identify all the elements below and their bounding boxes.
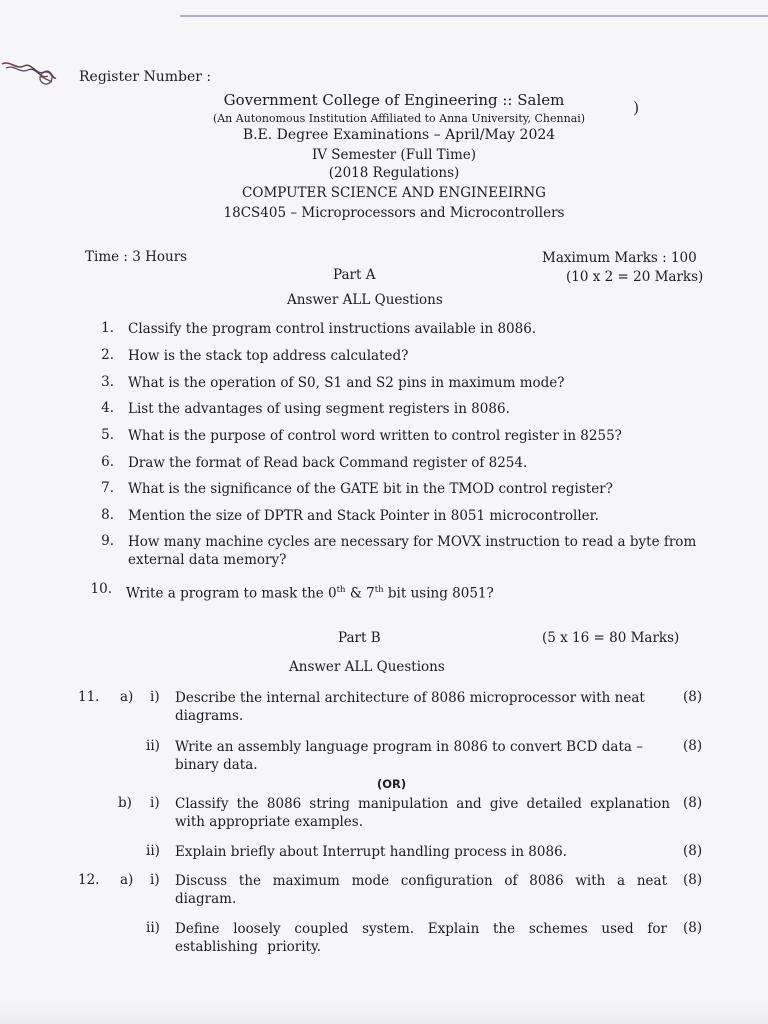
- college-name: Government College of Engineering :: Salem: [223, 91, 565, 109]
- question-number: 12.: [78, 872, 100, 888]
- sub-question-label: a): [120, 872, 134, 888]
- course-title: 18CS405 – Microprocessors and Microcontrollers: [223, 205, 565, 221]
- semester: IV Semester (Full Time): [311, 147, 477, 163]
- regulations: (2018 Regulations): [328, 165, 460, 181]
- roman-label: ii): [146, 843, 160, 859]
- question-text: Explain briefly about Interrupt handling process in 8086.: [175, 844, 567, 860]
- exam-time: Time : 3 Hours: [85, 249, 188, 265]
- roman-label: i): [150, 689, 160, 705]
- maximum-marks: Maximum Marks : 100: [542, 250, 697, 266]
- part-b-title: Part B: [338, 630, 381, 646]
- roman-label: i): [150, 872, 160, 888]
- exam-paper: Register Number : ) Government College of Engineering :: Salem (An Autonomous Institution Affiliated to Anna University, Chennai) B.E. Degree Examinations – April/May 2024 IV Semester (Full Time) (2018 Regulations) COMPUTER SCIENCE AND ENGINEEIRNG 18CS405 – Microprocessors and Microcontrollers Time : 3 Hours Maximum Marks : 100 Part A (10 x 2 = 20 Marks) Answer ALL Questions 1. Classify the program control instructions available in 8086. 2. How is the stack top address calculated? 3. What is the operation of S0, S1 and S2 pins in maximum mode? 4. List the advantages of using segment registers in 8086. 5. What is the purpose of control word written to control register in 8255? 6. Draw the format of Read back Command register of 8254. 7. What is the significance of the GATE bit in the TMOD control register? 8. Mention the size of DPTR and Stack Pointer in 8051 microcontroller. 9. How many machine cycles are necessary for MOVX instruction to read a byte from external data memory? 10. Write a program to mask the 0th & 7th bit using 8051? Part B (5 x 16 = 80 Marks) Answer ALL Questions 11. a) i) Describe the internal architecture of 8086 microprocessor with neat diagrams. (8) ii) Write an assembly language program in 8086 to convert BCD data – binary data. (8) (OR) b) i) Classify the 8086 string manipulation and give detailed explanation with appropriate examples. (8) ii) Explain briefly about Interrupt handling process in 8086. (8) 12. a) i) Discuss the maximum mode configuration of 8086 with a neat diagram. (8) ii) Define loosely coupled system. Explain the schemes used for establishing priority. (8): [0, 0, 768, 1024]
- sub-question-label: b): [118, 795, 132, 811]
- marks-label: (8): [683, 795, 703, 811]
- thread-doodle-icon: [0, 56, 58, 92]
- exam-title: B.E. Degree Examinations – April/May 2024: [242, 127, 556, 143]
- question-text: Discuss the maximum mode configuration of 8086 with a neat diagram.: [175, 873, 667, 907]
- page-bottom-shadow: [0, 1000, 768, 1024]
- roman-label: i): [150, 795, 160, 811]
- question-text: Describe the internal architecture of 8086 microprocessor with neat diagrams.: [175, 690, 645, 724]
- department: COMPUTER SCIENCE AND ENGINEEIRNG: [242, 185, 546, 201]
- part-a-title: Part A: [333, 267, 376, 283]
- top-border-line: [180, 15, 768, 17]
- marks-label: (8): [683, 738, 703, 754]
- question-text: Define loosely coupled system. Explain the schemes used for establishing priority.: [175, 921, 667, 955]
- question-number: 11.: [78, 689, 100, 705]
- marks-label: (8): [683, 920, 703, 936]
- question-text: Classify the 8086 string manipulation and give detailed explanation with appropriate examples.: [175, 796, 670, 830]
- part-a-instruction: Answer ALL Questions: [287, 292, 443, 308]
- or-separator: (OR): [377, 777, 407, 791]
- pen-mark: ): [633, 98, 640, 117]
- marks-label: (8): [683, 872, 703, 888]
- question-text: Write an assembly language program in 8086 to convert BCD data – binary data.: [175, 739, 643, 773]
- sub-question-label: a): [120, 689, 134, 705]
- marks-label: (8): [683, 843, 703, 859]
- part-a-marks: (10 x 2 = 20 Marks): [566, 269, 704, 285]
- part-b-marks: (5 x 16 = 80 Marks): [542, 630, 680, 646]
- affiliation: (An Autonomous Institution Affiliated to Anna University, Chennai): [212, 112, 586, 125]
- register-number-label: Register Number :: [79, 69, 212, 85]
- roman-label: ii): [146, 738, 160, 754]
- part-b-instruction: Answer ALL Questions: [289, 659, 445, 675]
- roman-label: ii): [146, 920, 160, 936]
- marks-label: (8): [683, 689, 703, 705]
